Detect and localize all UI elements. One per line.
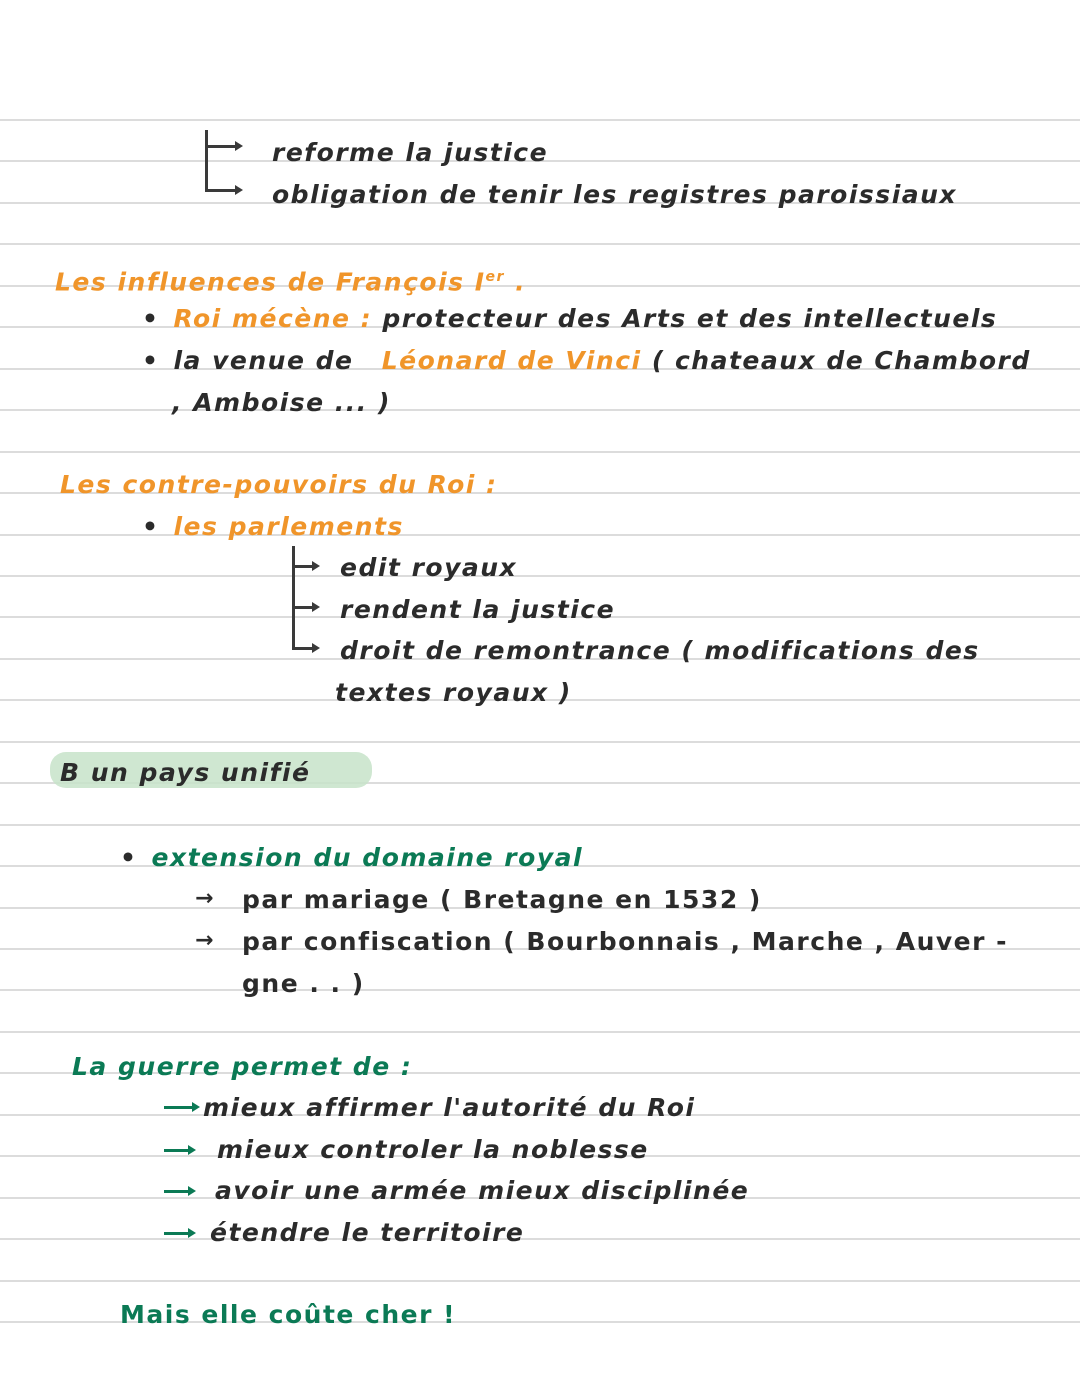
item-prefix: la venue de — [173, 346, 354, 375]
ruled-line — [0, 575, 1080, 577]
ruled-line — [0, 741, 1080, 743]
influences-continuation: , Amboise ... ) — [172, 388, 391, 417]
bracket-connector — [292, 546, 295, 650]
war-item: avoir une armée mieux disciplinée — [215, 1176, 750, 1205]
intro-item: obligation de tenir les registres paroissiaux — [272, 180, 958, 209]
counter-powers-bullet — [142, 512, 404, 542]
highlighted-term: Roi mécène : — [173, 304, 373, 333]
bracket-arm — [292, 647, 312, 650]
bracket-arm — [205, 189, 235, 192]
bullet-icon: • — [142, 304, 160, 333]
influences-heading — [55, 262, 526, 297]
counter-powers-heading: Les contre-pouvoirs du Roi : — [60, 470, 498, 499]
section-b-item: par confiscation ( Bourbonnais , Marche , Auver - — [242, 927, 1009, 956]
ruled-line — [0, 119, 1080, 121]
item-text: protecteur des Arts et des intellectuels — [382, 304, 998, 333]
arrow-right-icon: → — [195, 886, 214, 911]
counter-powers-continuation: textes royaux ) — [335, 678, 572, 707]
intro-item: reforme la justice — [272, 138, 549, 167]
counter-powers-item: edit royaux — [340, 553, 518, 582]
arrow-right-icon — [312, 561, 320, 571]
ruled-line — [0, 1280, 1080, 1282]
war-conclusion: Mais elle coûte cher ! — [120, 1300, 457, 1329]
arrow-right-icon — [164, 1149, 190, 1152]
ruled-line — [0, 989, 1080, 991]
heading-punct: . — [515, 267, 527, 297]
war-item: étendre le territoire — [210, 1218, 525, 1247]
bullet-icon: • — [120, 843, 138, 872]
war-heading: La guerre permet de : — [72, 1052, 413, 1081]
bracket-arm — [205, 145, 235, 148]
heading-text: Les influences de François I — [55, 267, 486, 297]
ruled-line — [0, 824, 1080, 826]
arrow-right-icon: → — [195, 928, 214, 953]
counter-powers-item: droit de remontrance ( modifications des — [340, 636, 980, 665]
bracket-connector — [205, 130, 208, 192]
arrow-right-icon — [164, 1232, 190, 1235]
bullet-text: les parlements — [173, 512, 404, 541]
ruled-line — [0, 1238, 1080, 1240]
section-b-bullet — [120, 843, 583, 873]
counter-powers-item: rendent la justice — [340, 595, 616, 624]
arrow-right-icon — [235, 185, 243, 195]
section-b-item: par mariage ( Bretagne en 1532 ) — [242, 885, 762, 914]
ruled-line — [0, 243, 1080, 245]
section-title: B un pays unifié — [60, 758, 311, 787]
influences-item — [142, 346, 1031, 376]
section-b-continuation: gne . . ) — [242, 969, 365, 998]
ruled-line — [0, 409, 1080, 411]
bullet-icon: • — [142, 346, 160, 375]
bracket-arm — [292, 565, 312, 568]
arrow-right-icon — [312, 643, 320, 653]
item-text: ( chateaux de Chambord — [651, 346, 1031, 375]
highlighted-term: Léonard de Vinci — [381, 346, 642, 375]
arrow-right-icon — [164, 1190, 190, 1193]
influences-item — [142, 304, 997, 334]
war-item: mieux affirmer l'autorité du Roi — [203, 1093, 696, 1122]
bullet-icon: • — [142, 512, 160, 541]
arrow-right-icon — [235, 141, 243, 151]
ruled-line — [0, 451, 1080, 453]
arrow-right-icon — [312, 602, 320, 612]
arrow-right-icon — [164, 1106, 194, 1109]
war-item: mieux controler la noblesse — [217, 1135, 649, 1164]
bullet-text: extension du domaine royal — [151, 843, 584, 872]
ruled-line — [0, 1031, 1080, 1033]
heading-superscript: er — [485, 269, 505, 285]
bracket-arm — [292, 606, 312, 609]
